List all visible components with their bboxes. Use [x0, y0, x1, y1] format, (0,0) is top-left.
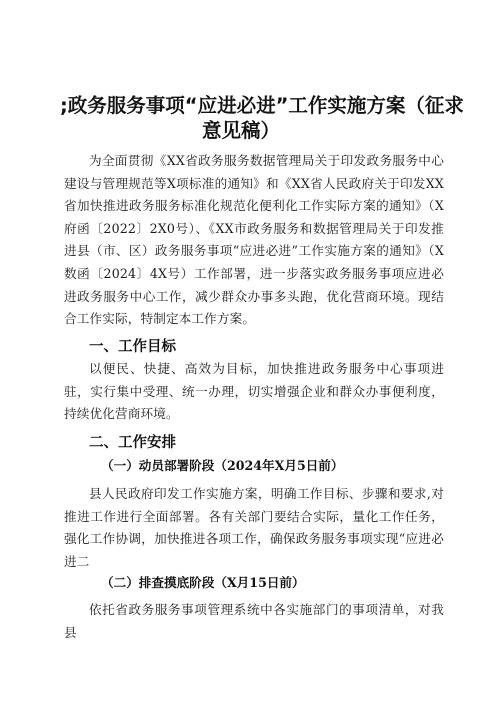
section-1-paragraph: 以便民、快捷、高效为目标，加快推进政务服务中心事项进驻，实行集中受理、统一办理，切实增强企业和群众办事便利度，持续优化营商环境。 [64, 361, 444, 422]
intro-paragraph: 为全面贯彻《XX省政务服务数据管理局关于印发政务服务中心建设与管理规范等X项标准的通知》和《XX省人民政府关于印发XX省加快推进政务服务标准化规范化便利化工作实际方案的通知》（X府函〔2022〕2X0号）、《XX市政务服务和数据管理局关于印发推进县（市、区）政务服务事项“应进必进”工作实施方案的通知》（X数函〔2024〕4X号）工作部署，进一步落实政务服务事项应进必进政务服务中心工作，减少群众办事多头跑，优化营商环境。现结合工作实际，特制定本工作方案。 [64, 153, 444, 327]
title-line-1: ;政务服务事项“应进必进”工作实施方案（征求 [60, 94, 464, 117]
stage-2-heading: （二）排查摸底阶段（X月15日前） [101, 575, 305, 590]
stage-1-heading: （一）动员部署阶段（2024年X月5日前） [101, 458, 344, 473]
document-title [60, 93, 480, 143]
section-2-heading: 二、工作安排 [89, 435, 176, 451]
section-1-heading: 一、工作目标 [89, 339, 176, 355]
stage-2-paragraph: 依托省政务服务事项管理系统中各实施部门的事项清单，对我县 [64, 602, 444, 640]
stage-1-paragraph: 县人民政府印发工作实施方案，明确工作目标、步骤和要求,对推进工作进行全面部署。各有关部门要结合实际，量化工作任务，强化工作协调，加快推进各项工作，确保政务服务事项实现“应进必进二 [64, 486, 444, 569]
title-line-2: 意见稿） [202, 119, 281, 142]
